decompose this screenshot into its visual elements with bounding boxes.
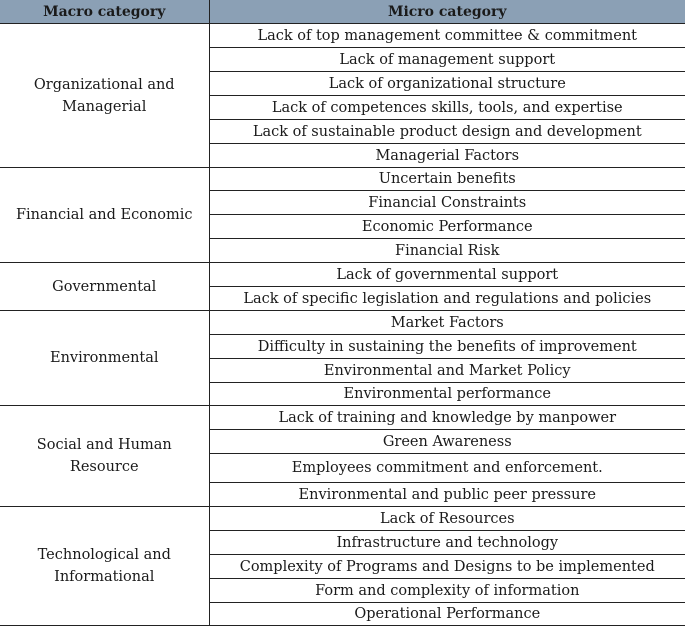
micro-category-cell: Complexity of Programs and Designs to be implemented — [209, 555, 685, 579]
micro-category-cell: Lack of competences skills, tools, and expertise — [209, 96, 685, 120]
macro-label-line: Organizational and — [33, 76, 175, 93]
micro-category-cell: Market Factors — [209, 311, 685, 335]
macro-category-cell — [0, 406, 209, 507]
micro-category-cell: Form and complexity of information — [209, 579, 685, 603]
micro-category-cell: Environmental performance — [209, 383, 685, 406]
macro-category-cell — [0, 168, 209, 263]
micro-category-cell: Lack of sustainable product design and development — [209, 120, 685, 144]
micro-category-cell: Uncertain benefits — [209, 168, 685, 191]
micro-category-cell: Financial Constraints — [209, 191, 685, 215]
micro-category-cell: Financial Risk — [209, 239, 685, 263]
micro-category-cell: Green Awareness — [209, 430, 685, 454]
macro-label-line: Social and Human — [36, 437, 172, 453]
macro-category-cell — [0, 311, 209, 406]
micro-category-cell: Economic Performance — [209, 215, 685, 239]
micro-category-cell: Employees commitment and enforcement. — [209, 454, 685, 483]
micro-category-cell: Lack of top management committee & commitment — [209, 24, 685, 48]
header-row — [0, 0, 685, 24]
macro-label-line: Financial and Economic — [15, 207, 193, 223]
macro-label-line: Environmental — [49, 350, 159, 366]
macro-category-cell — [0, 507, 209, 626]
macro-label-line: Informational — [54, 569, 155, 585]
micro-category-cell: Environmental and Market Policy — [209, 359, 685, 383]
micro-category-cell: Lack of Resources — [209, 507, 685, 531]
micro-category-cell: Lack of specific legislation and regulations and policies — [209, 287, 685, 311]
micro-category-cell: Infrastructure and technology — [209, 531, 685, 555]
micro-category-cell: Managerial Factors — [209, 144, 685, 168]
micro-category-cell: Operational Performance — [209, 603, 685, 626]
macro-label-line: Managerial — [62, 98, 147, 115]
micro-category-cell: Lack of training and knowledge by manpower — [209, 406, 685, 430]
macro-category-cell — [0, 24, 209, 168]
micro-category-header: Micro category — [209, 0, 685, 24]
micro-category-cell: Lack of management support — [209, 48, 685, 72]
micro-category-cell: Lack of organizational structure — [209, 72, 685, 96]
macro-label-line: Resource — [69, 459, 139, 475]
macro-label-line: Governmental — [52, 278, 157, 295]
macro-category-header: Macro category — [0, 0, 209, 24]
macro-label-line: Technological and — [37, 547, 171, 563]
micro-category-cell: Environmental and public peer pressure — [209, 483, 685, 507]
micro-category-cell: Difficulty in sustaining the benefits of improvement — [209, 335, 685, 359]
micro-category-cell: Lack of governmental support — [209, 263, 685, 287]
macro-category-cell — [0, 263, 209, 311]
